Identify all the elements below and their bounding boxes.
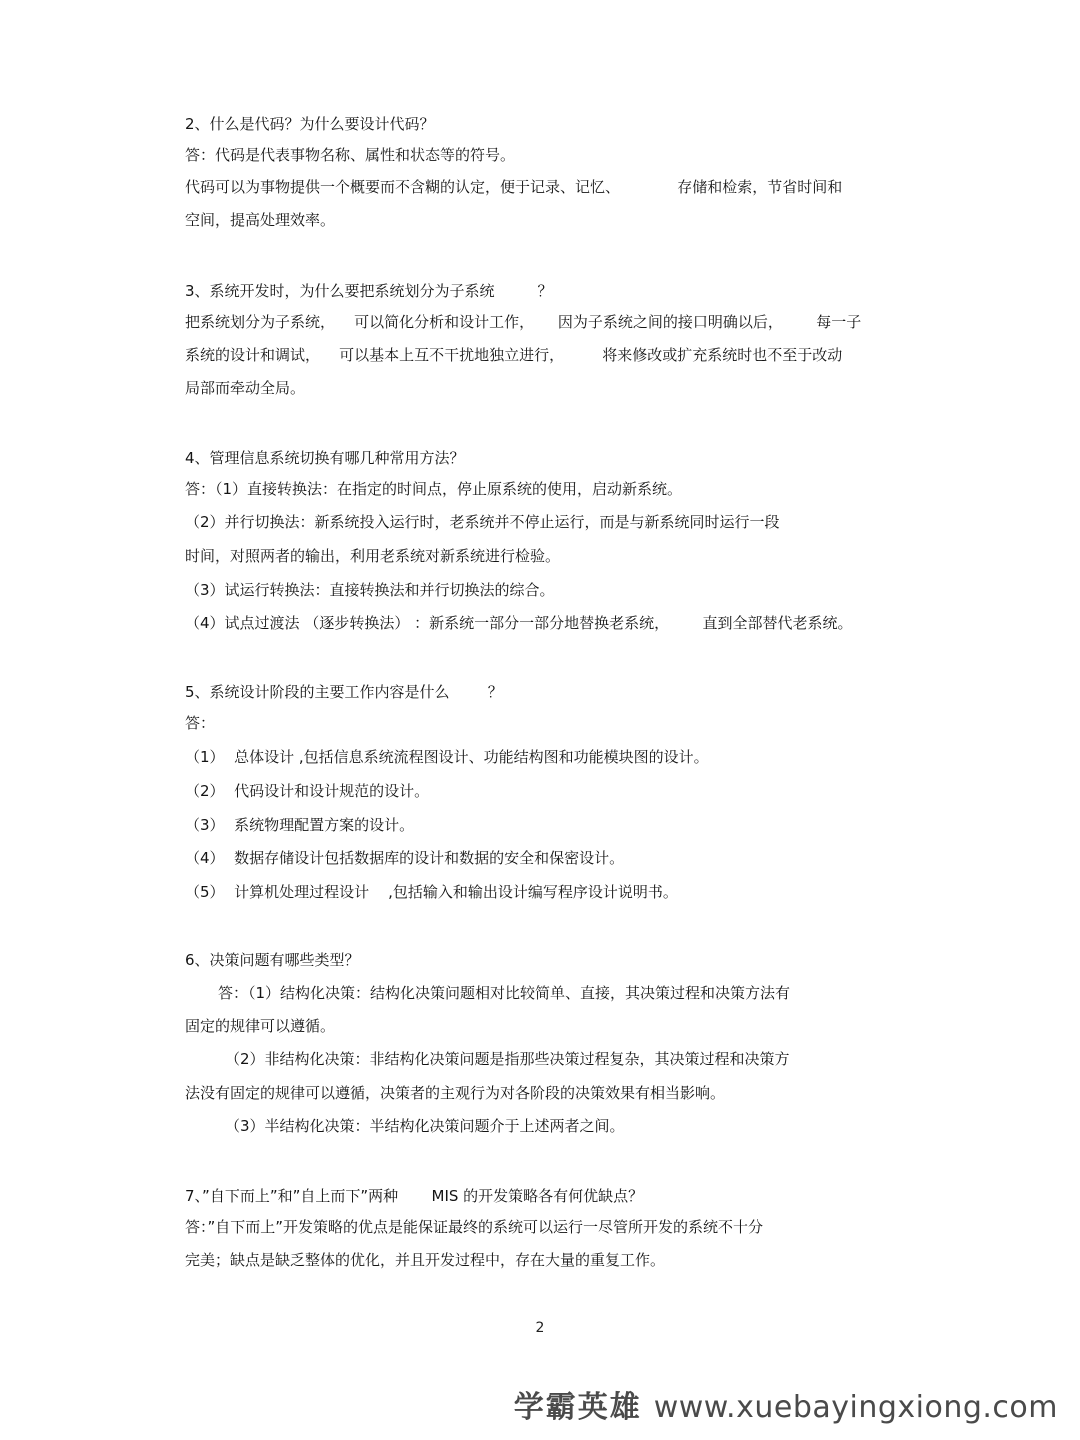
q5-answer-item-5: （5） 计算机处理过程设计 ,包括输入和输出设计编写程序设计说明书。 (185, 883, 678, 901)
q3-answer-line-3: 局部而牵动全局。 (185, 379, 306, 397)
q4-answer-line-1: 答：（1）直接转换法：在指定的时间点，停止原系统的使用，启动新系统。 (185, 480, 683, 498)
q2-question: 2、什么是代码？为什么要设计代码？ (185, 115, 435, 133)
page-number: 2 (535, 1320, 545, 1336)
q4-question: 4、管理信息系统切换有哪几种常用方法？ (185, 449, 465, 467)
q3-question: 3、系统开发时，为什么要把系统划分为子系统 ？ (185, 282, 553, 300)
q6-answer-line-5: （3）半结构化决策：半结构化决策问题介于上述两者之间。 (225, 1117, 625, 1135)
q5-answer-item-2: （2） 代码设计和设计规范的设计。 (185, 782, 430, 800)
q5-answer-item-4: （4） 数据存储设计包括数据库的设计和数据的安全和保密设计。 (185, 849, 625, 867)
q4-answer-line-4: （3）试运行转换法：直接转换法和并行切换法的综合。 (185, 581, 555, 599)
watermark (514, 1388, 1058, 1428)
q2-answer-line-2: 代码可以为事物提供一个概要而不含糊的认定，便于记录、记忆、 存储和检索，节省时间和 (185, 178, 843, 196)
q6-answer-line-1: 答：（1）结构化决策：结构化决策问题相对比较简单、直接，其决策过程和决策方法有 (218, 984, 791, 1002)
q7-question: 7、”自下而上”和”自上而下”两种 MIS 的开发策略各有何优缺点？ (185, 1187, 644, 1205)
q5-answer-item-3: （3） 系统物理配置方案的设计。 (185, 816, 415, 834)
q6-question: 6、决策问题有哪些类型？ (185, 951, 360, 969)
q3-answer-line-1: 把系统划分为子系统， 可以简化分析和设计工作， 因为子系统之间的接口明确以后， 每一子 (185, 313, 862, 331)
q2-answer-line-3: 空间，提高处理效率。 (185, 211, 336, 229)
q4-answer-line-2: （2）并行切换法：新系统投入运行时，老系统并不停止运行，而是与新系统同时运行一段 (185, 513, 780, 531)
q7-answer-line-2: 完美；缺点是缺乏整体的优化，并且开发过程中，存在大量的重复工作。 (185, 1251, 666, 1269)
q3-answer-line-2: 系统的设计和调试， 可以基本上互不干扰地独立进行， 将来修改或扩充系统时也不至于改动 (185, 346, 843, 364)
q5-answer-item-1: （1） 总体设计 ,包括信息系统流程图设计、功能结构图和功能模块图的设计。 (185, 748, 709, 766)
q5-answer-label: 答： (185, 714, 216, 732)
q6-answer-line-4: 法没有固定的规律可以遵循，决策者的主观行为对各阶段的决策效果有相当影响。 (185, 1084, 726, 1102)
q4-answer-line-5: （4）试点过渡法 （逐步转换法） ：新系统一部分一部分地替换老系统， 直到全部替代老系统。 (185, 614, 853, 632)
q6-answer-line-2: 固定的规律可以遵循。 (185, 1017, 336, 1035)
q2-answer-line-1: 答：代码是代表事物名称、属性和状态等的符号。 (185, 146, 516, 164)
q4-answer-line-3: 时间，对照两者的输出，利用老系统对新系统进行检验。 (185, 547, 561, 565)
watermark-brand: 学霸英雄 (513, 1390, 642, 1425)
q6-answer-line-3: （2）非结构化决策：非结构化决策问题是指那些决策过程复杂，其决策过程和决策方 (225, 1050, 790, 1068)
q5-question: 5、系统设计阶段的主要工作内容是什么 ？ (185, 683, 503, 701)
q7-answer-line-1: 答：”自下而上”开发策略的优点是能保证最终的系统可以运行一尽管所开发的系统不十分 (185, 1218, 764, 1236)
watermark-url: www.xuebayingxiong.com (653, 1390, 1058, 1425)
